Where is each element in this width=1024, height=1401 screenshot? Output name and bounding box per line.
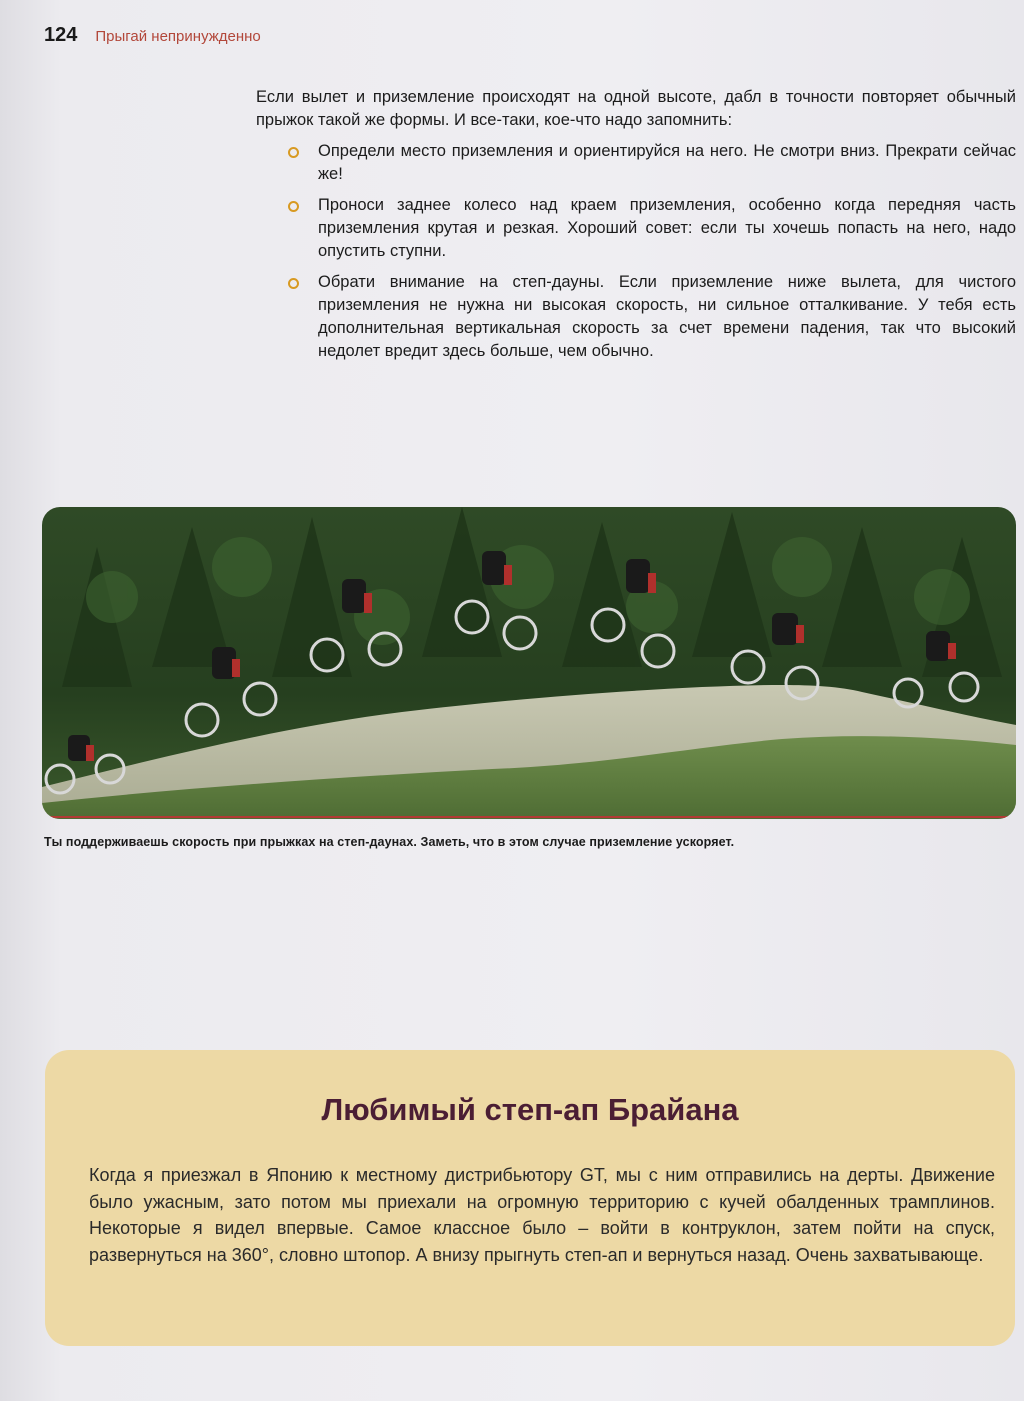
page-header (44, 24, 261, 54)
sidebar-text: Когда я приезжал в Японию к местному дистрибьютору GT, мы с ним отправились на дерты. Движение было ужасным, зато потом мы приехали на огромную территорию с кучей обалденных трамплинов. Некоторые я видел впервые. Самое классное было – войти в контруклон, затем пойти на спуск, развернуться на 360°, словно штопор. А внизу прыгнуть степ-ап и вернуться назад. Очень захватывающе. (89, 1165, 995, 1265)
sidebar-box (45, 1050, 1015, 1346)
running-title: Прыгай непринужденно (95, 28, 261, 45)
circle-bullet-icon (288, 147, 299, 158)
bullet-list (256, 140, 1016, 363)
list-item (256, 194, 1016, 263)
jump-sequence-photo (42, 507, 1016, 819)
page-bottom-edge (0, 1352, 1024, 1401)
jump-sequence-illustration (42, 507, 1016, 819)
sidebar-title: Любимый степ-ап Брайана (321, 1092, 739, 1127)
list-item (256, 271, 1016, 363)
circle-bullet-icon (288, 201, 299, 212)
list-item (256, 140, 1016, 186)
list-item-text: Определи место приземления и ориентируйся на него. Не смотри вниз. Прекрати сейчас же! (318, 142, 1016, 183)
page-number: 124 (44, 24, 78, 46)
intro-paragraph: Если вылет и приземление происходят на одной высоте, дабл в точности повторяет обычный прыжок такой же формы. И все-таки, кое-что надо запомнить: (256, 88, 1016, 129)
list-item-text: Проноси заднее колесо над краем приземления, особенно когда передняя часть приземления крутая и резкая. Хороший совет: если ты хочешь попасть на него, надо опустить ступни. (318, 196, 1016, 260)
list-item-text: Обрати внимание на степ-дауны. Если приземление ниже вылета, для чистого приземления не нужна ни высокая скорость, ни сильное отталкивание. У тебя есть дополнительная вертикальная скорость за счет времени падения, так что высокий недолет вредит здесь больше, чем обычно. (318, 273, 1016, 360)
photo-caption: Ты поддерживаешь скорость при прыжках на степ-даунах. Заметь, что в этом случае приземление ускоряет. (44, 835, 735, 849)
circle-bullet-icon (288, 278, 299, 289)
main-text (256, 86, 1016, 371)
